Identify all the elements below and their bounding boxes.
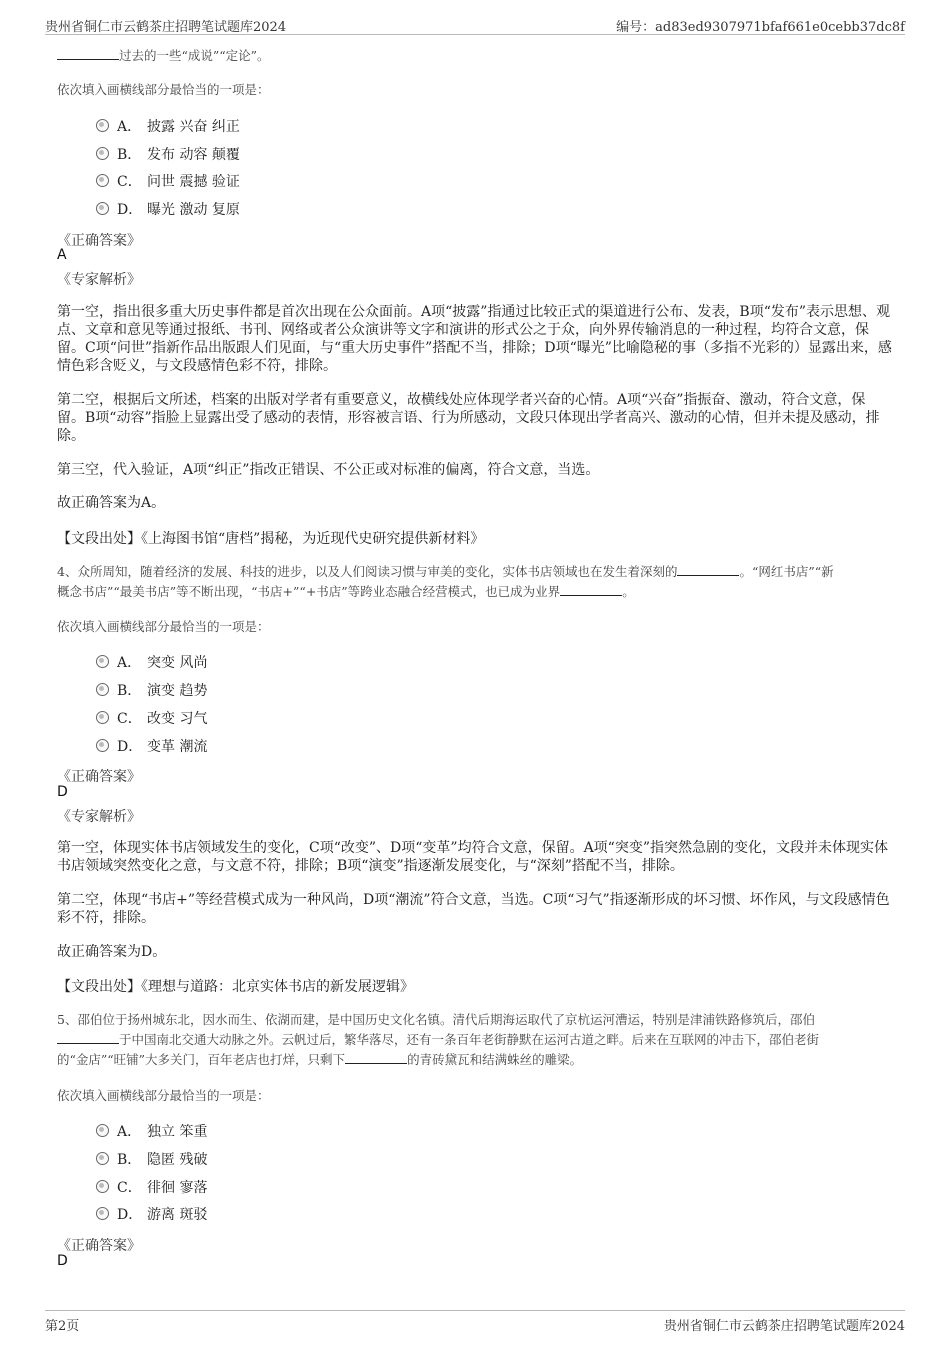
q4-analysis-p1: 第一空，体现实体书店领域发生的变化，C项“改变”、D项“变革”均符合文意，保留。A项“突变”指突然急剧的变化，文段并未体现实体书店领域突然变化之意，与文意不符，排除；B项“演变”指逐渐发展变化，与“深刻”搭配不当，排除。 [57,840,888,874]
q4-answer-label: 《正确答案》 [57,769,141,785]
radio-icon[interactable] [96,119,109,132]
q5-answer: D [57,1253,68,1269]
q4-option-c[interactable]: C． 改变 习气 [96,708,207,728]
fill-blank [57,1031,119,1044]
q3-analysis-p3: 第三空，代入验证，A项“纠正”指改正错误、不公正或对标准的偏离，符合文意，当选。 [57,462,600,478]
q5-option-a[interactable]: A． 独立 笨重 [96,1121,207,1141]
radio-icon[interactable] [96,1124,109,1137]
radio-icon[interactable] [96,683,109,696]
q5-stem: 5、邵伯位于扬州城东北，因水而生、依湖而建，是中国历史文化名镇。清代后期海运取代了京杭运河漕运，特别是津浦铁路修筑后，邵伯 于中国南北交通大动脉之外。云帆过后，繁华落尽，还有一条百年老街静默在运河古道之畔。后来在互联网的冲击下，邵伯老街 的“金店”“旺铺”大多关门，百年老店也打烊，只剩下 的青砖黛瓦和结满蛛丝的雕梁。 [57,1012,820,1067]
q3-stem-tail: 过去的一些“成说”“定论”。 [57,46,270,66]
q3-prompt: 依次填入画横线部分最恰当的一项是： [57,82,270,97]
q4-answer: D [57,784,68,800]
fill-blank [677,563,739,576]
header-doc-id: 编号：ad83ed9307971bfaf661e0cebb37dc8f [616,20,905,35]
radio-icon[interactable] [96,202,109,215]
radio-icon[interactable] [96,711,109,724]
fill-blank [57,47,119,60]
radio-icon[interactable] [96,174,109,187]
q3-analysis-label: 《专家解析》 [57,272,141,288]
radio-icon[interactable] [96,1207,109,1220]
q5-prompt: 依次填入画横线部分最恰当的一项是： [57,1088,270,1103]
q3-option-a[interactable]: A． 披露 兴奋 纠正 [96,116,240,136]
q4-analysis-label: 《专家解析》 [57,809,141,825]
footer-title: 贵州省铜仁市云鹤茶庄招聘笔试题库2024 [663,1319,905,1334]
fill-blank [560,583,622,596]
fill-blank [345,1051,407,1064]
page-number: 第2页 [45,1319,80,1334]
q3-source: 【文段出处】《上海图书馆“唐档”揭秘，为近现代史研究提供新材料》 [57,531,485,547]
page-header [45,14,905,35]
q3-analysis-p2: 第二空，根据后文所述，档案的出版对学者有重要意义，故横线处应体现学者兴奋的心情。A项“兴奋”指振奋、激动，符合文意，保留。B项“动容”指脸上显露出受了感动的表情，形容被言语、行为所感动，文段只体现出学者高兴、激动的心情，但并未提及感动，排除。 [57,392,880,444]
q3-answer: A [57,247,67,263]
q3-analysis-p4: 故正确答案为A。 [57,495,166,511]
q3-option-b[interactable]: B． 发布 动容 颠覆 [96,144,240,164]
header-title: 贵州省铜仁市云鹤茶庄招聘笔试题库2024 [45,20,287,35]
q3-option-d[interactable]: D． 曝光 激动 复原 [96,199,240,219]
radio-icon[interactable] [96,1152,109,1165]
q5-answer-label: 《正确答案》 [57,1238,141,1254]
q3-answer-label: 《正确答案》 [57,233,141,249]
q4-analysis-p2: 第二空，体现“书店+”等经营模式成为一种风尚，D项“潮流”符合文意，当选。C项“习气”指逐渐形成的坏习惯、坏作风，与文段感情色彩不符，排除。 [57,892,890,926]
q4-option-d[interactable]: D． 变革 潮流 [96,736,207,756]
radio-icon[interactable] [96,739,109,752]
q3-option-c[interactable]: C． 问世 震撼 验证 [96,171,240,191]
page-footer [45,1310,905,1333]
radio-icon[interactable] [96,655,109,668]
q4-source: 【文段出处】《理想与道路：北京实体书店的新发展逻辑》 [57,979,414,995]
q4-analysis-p3: 故正确答案为D。 [57,944,167,960]
q5-option-d[interactable]: D． 游离 斑驳 [96,1204,207,1224]
q5-option-c[interactable]: C． 徘徊 寥落 [96,1177,207,1197]
radio-icon[interactable] [96,1180,109,1193]
q4-option-a[interactable]: A． 突变 风尚 [96,652,207,672]
q3-analysis-p1: 第一空，指出很多重大历史事件都是首次出现在公众面前。A项“披露”指通过比较正式的渠道进行公布、发表，B项“发布”表示思想、观点、文章和意见等通过报纸、书刊、网络或者公众演讲等文字和演讲的形式公之于众，向外界传输消息的一种过程，均符合文意，保留。C项“问世”指新作品出版跟人们见面，与“重大历史事件”搭配不当，排除；D项“曝光”比喻隐秘的事（多指不光彩的）显露出来，感情色彩含贬义，与文段感情色彩不符，排除。 [57,304,892,374]
radio-icon[interactable] [96,147,109,160]
q4-option-b[interactable]: B． 演变 趋势 [96,680,207,700]
q4-prompt: 依次填入画横线部分最恰当的一项是： [57,619,270,634]
q5-option-b[interactable]: B． 隐匿 残破 [96,1149,207,1169]
q4-stem: 4、众所周知，随着经济的发展、科技的进步，以及人们阅读习惯与审美的变化，实体书店领域也在发生着深刻的 。“网红书店”“新 概念书店”“最美书店”等不断出现，“书店+”“+书店”等跨业态融合经营模式，也已成为业界 。 [57,564,834,599]
